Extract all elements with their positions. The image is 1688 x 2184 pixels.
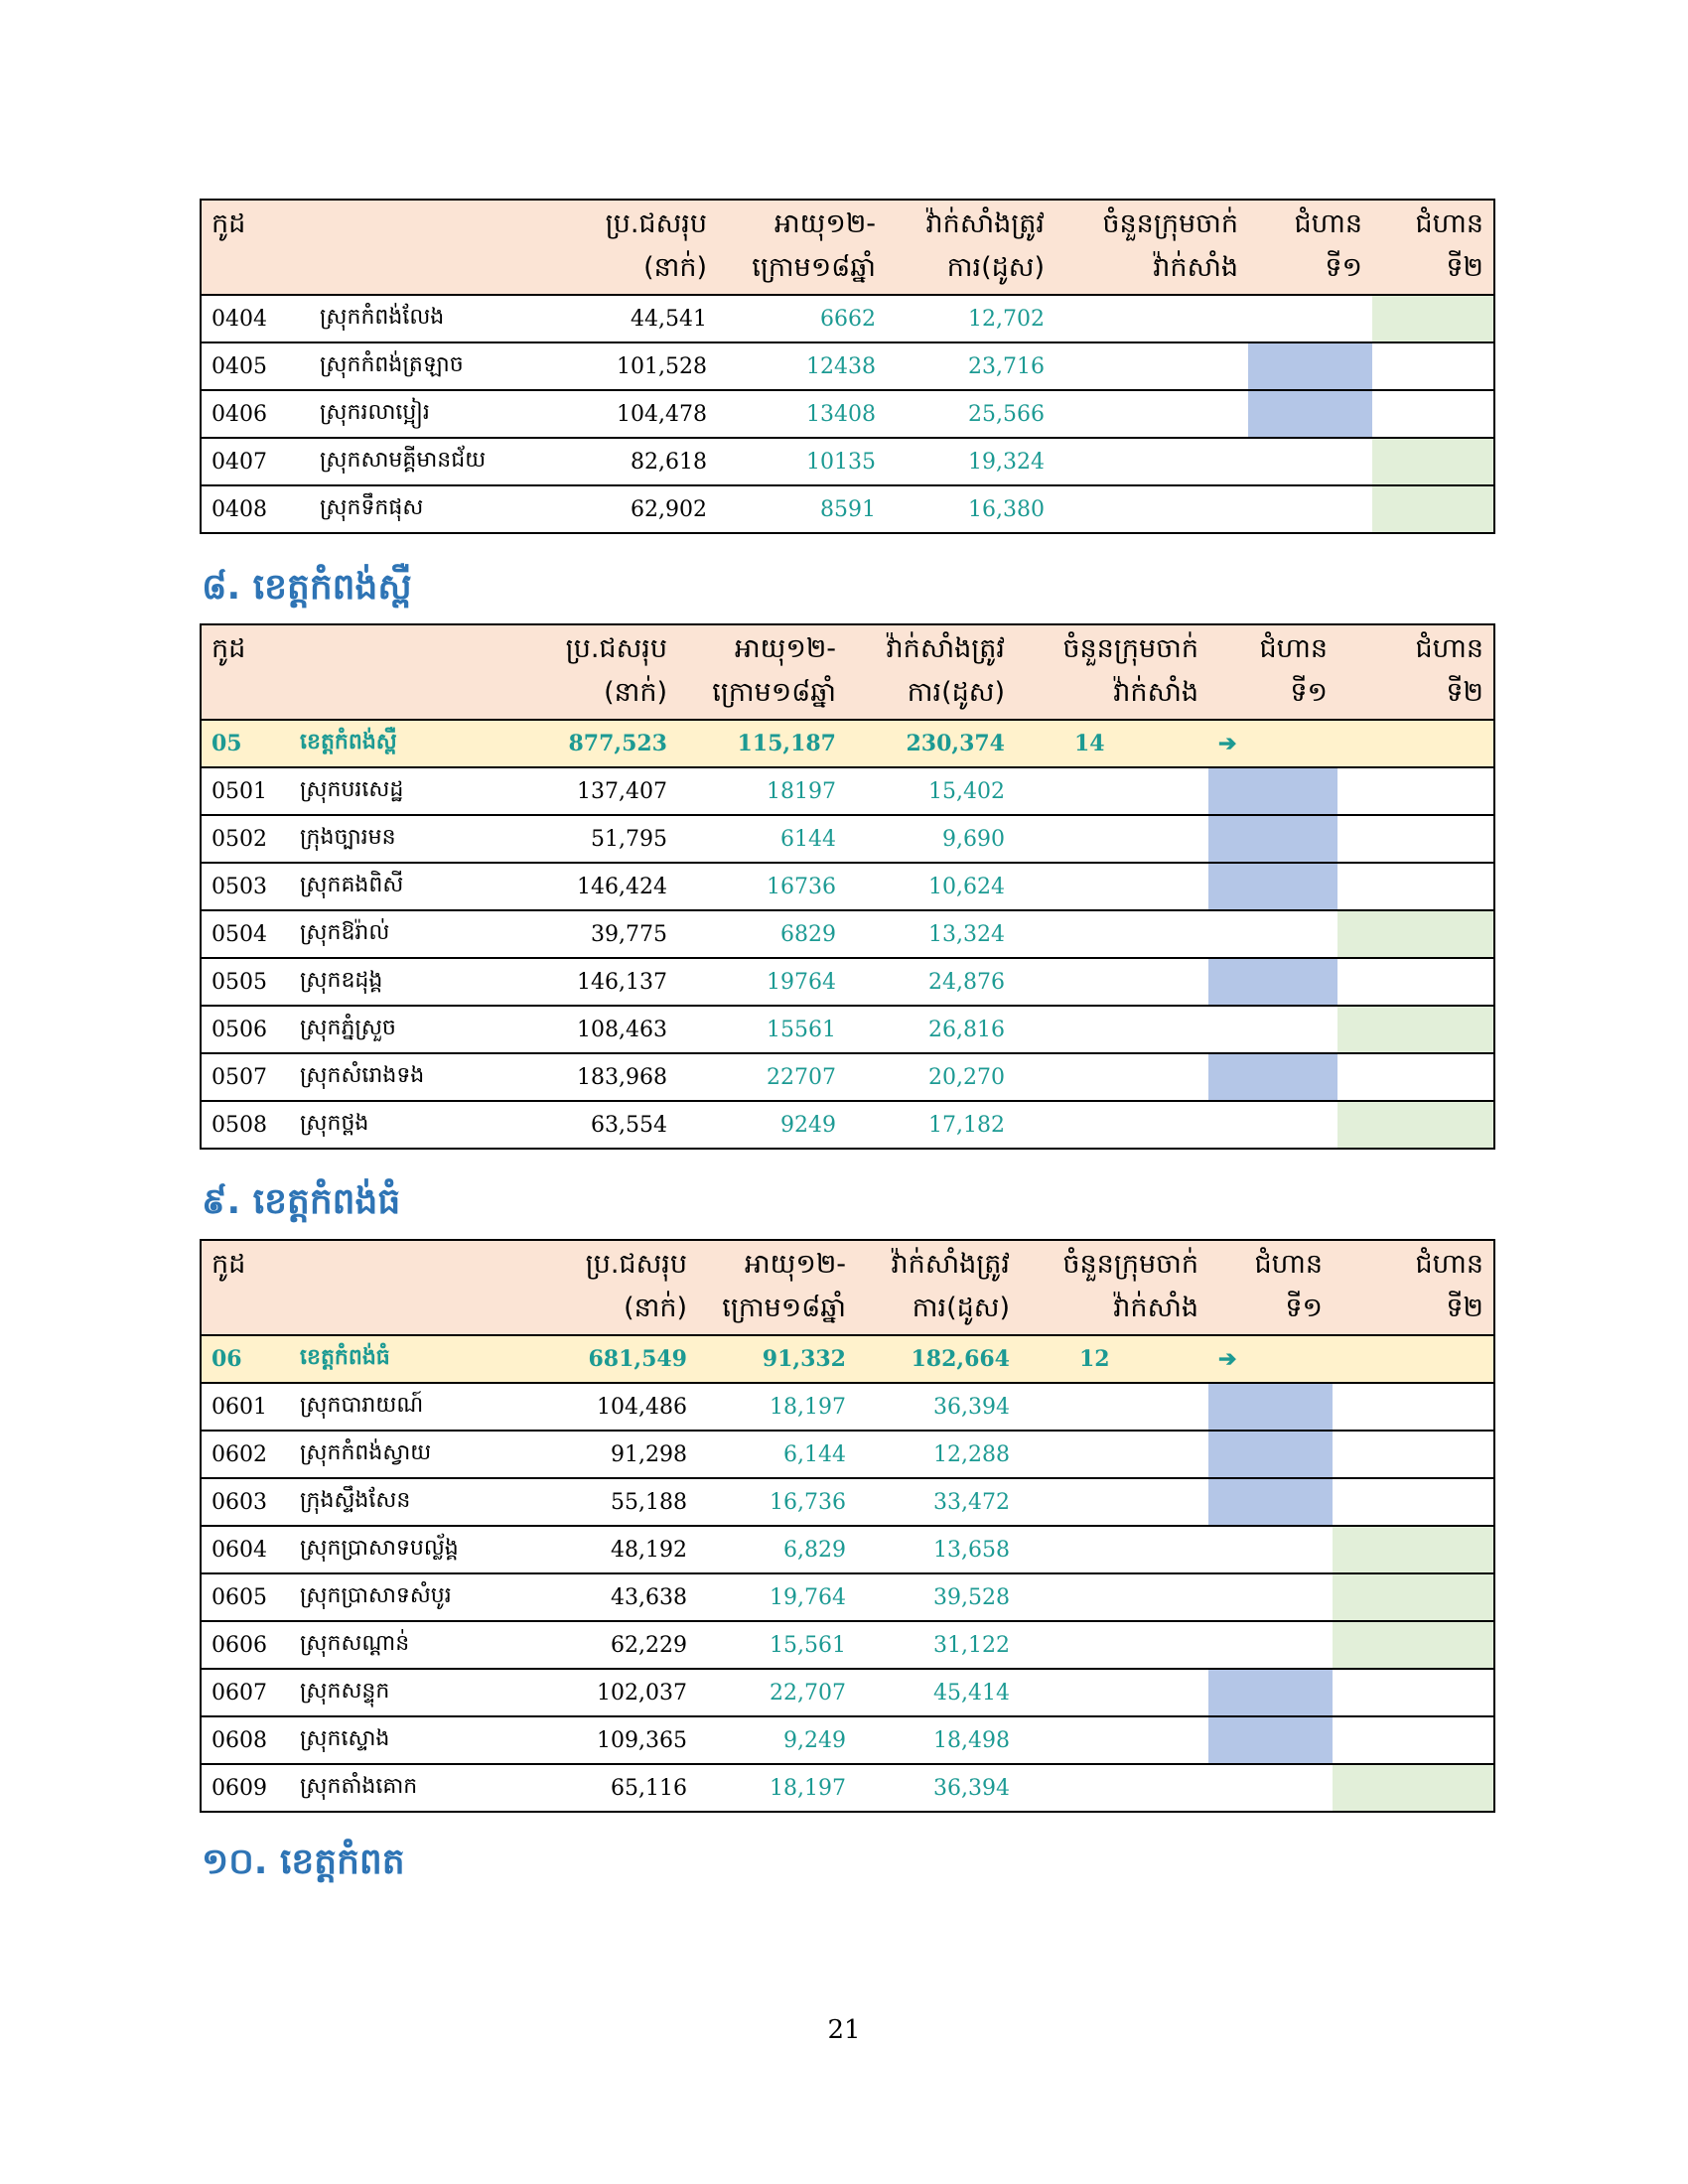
district-population: 39,775 xyxy=(523,910,677,958)
header-code: កូដ xyxy=(201,624,290,720)
phase-2-cell xyxy=(1333,1621,1494,1669)
table-row xyxy=(201,342,1494,390)
district-vaccine-doses: 24,876 xyxy=(846,958,1015,1006)
header-age-group: អាយុ១២- ក្រោម១៨ឆ្នាំ xyxy=(697,1240,856,1335)
phase-1-cell xyxy=(1208,1478,1333,1526)
header-vaccine-doses: វ៉ាក់សាំងត្រូវ ការ(ដូស) xyxy=(886,200,1055,295)
district-age-group: 19764 xyxy=(677,958,846,1006)
province-total-row xyxy=(201,1335,1494,1383)
district-name: ស្រុកឱរ៉ាល់ xyxy=(290,910,523,958)
district-teams xyxy=(1020,1764,1208,1812)
district-vaccine-doses: 31,122 xyxy=(856,1621,1020,1669)
phase-1-cell xyxy=(1208,1006,1337,1053)
phase-1-cell xyxy=(1208,1764,1333,1812)
phase-1-cell xyxy=(1208,1526,1333,1573)
header-population: ប្រ.ជសរុប (នាក់) xyxy=(538,1240,697,1335)
phase-2-cell xyxy=(1337,958,1494,1006)
district-code: 0605 xyxy=(201,1573,290,1621)
district-vaccine-doses: 20,270 xyxy=(846,1053,1015,1101)
district-name: ក្រុងស្ទឹងសែន xyxy=(290,1478,538,1526)
district-teams xyxy=(1015,910,1208,958)
phase-1-cell xyxy=(1208,767,1337,815)
district-code: 0603 xyxy=(201,1478,290,1526)
district-population: 102,037 xyxy=(538,1669,697,1716)
header-phase-1: ជំហាន ទី១ xyxy=(1248,200,1372,295)
province-name: ខេត្តកំពង់ស្ពឺ xyxy=(290,720,523,767)
district-teams xyxy=(1020,1383,1208,1431)
district-teams xyxy=(1020,1431,1208,1478)
district-age-group: 15,561 xyxy=(697,1621,856,1669)
phase-1-cell xyxy=(1208,1621,1333,1669)
district-teams xyxy=(1020,1716,1208,1764)
district-teams xyxy=(1020,1478,1208,1526)
header-code: កូដ xyxy=(201,200,310,295)
district-teams xyxy=(1055,438,1248,485)
district-code: 0503 xyxy=(201,863,290,910)
phase-1-cell xyxy=(1208,815,1337,863)
table-row xyxy=(201,1526,1494,1573)
district-vaccine-doses: 9,690 xyxy=(846,815,1015,863)
district-population: 62,902 xyxy=(578,485,717,533)
province-code: 06 xyxy=(201,1335,290,1383)
header-name xyxy=(310,200,578,295)
district-vaccine-doses: 19,324 xyxy=(886,438,1055,485)
district-code: 0602 xyxy=(201,1431,290,1478)
district-age-group: 22707 xyxy=(677,1053,846,1101)
district-teams xyxy=(1020,1621,1208,1669)
table-row xyxy=(201,1431,1494,1478)
district-population: 63,554 xyxy=(523,1101,677,1149)
province-age-group: 115,187 xyxy=(677,720,846,767)
phase-2-cell xyxy=(1372,342,1494,390)
district-code: 0502 xyxy=(201,815,290,863)
phase-2-cell xyxy=(1333,1526,1494,1573)
district-population: 48,192 xyxy=(538,1526,697,1573)
district-population: 104,478 xyxy=(578,390,717,438)
phase-2-cell xyxy=(1337,910,1494,958)
province-age-group: 91,332 xyxy=(697,1335,856,1383)
section-heading-kampong-speu: ៨. ខេត្តកំពង់ស្ពឺ xyxy=(202,567,412,608)
district-name: ស្រុកឧដុង្គ xyxy=(290,958,523,1006)
district-age-group: 19,764 xyxy=(697,1573,856,1621)
district-vaccine-doses: 26,816 xyxy=(846,1006,1015,1053)
province-teams: 14 xyxy=(1015,720,1208,767)
district-name: ស្រុកថ្ពង xyxy=(290,1101,523,1149)
district-code: 0405 xyxy=(201,342,310,390)
district-vaccine-doses: 13,658 xyxy=(856,1526,1020,1573)
district-code: 0604 xyxy=(201,1526,290,1573)
header-vaccine-doses: វ៉ាក់សាំងត្រូវ ការ(ដូស) xyxy=(856,1240,1020,1335)
phase-1-cell xyxy=(1248,295,1372,342)
district-population: 101,528 xyxy=(578,342,717,390)
district-population: 146,424 xyxy=(523,863,677,910)
phase-2-cell xyxy=(1372,295,1494,342)
table-row xyxy=(201,1478,1494,1526)
district-population: 91,298 xyxy=(538,1431,697,1478)
phase-2-cell xyxy=(1372,438,1494,485)
district-age-group: 22,707 xyxy=(697,1669,856,1716)
district-population: 104,486 xyxy=(538,1383,697,1431)
table-row xyxy=(201,910,1494,958)
table-row xyxy=(201,1101,1494,1149)
page-number: 21 xyxy=(827,2015,861,2045)
district-population: 62,229 xyxy=(538,1621,697,1669)
table-row xyxy=(201,1716,1494,1764)
district-vaccine-doses: 16,380 xyxy=(886,485,1055,533)
district-population: 109,365 xyxy=(538,1716,697,1764)
table-row xyxy=(201,1573,1494,1621)
district-age-group: 6144 xyxy=(677,815,846,863)
table-row xyxy=(201,1053,1494,1101)
phase-2-cell xyxy=(1337,863,1494,910)
district-vaccine-doses: 23,716 xyxy=(886,342,1055,390)
province-population: 877,523 xyxy=(523,720,677,767)
district-name: ស្រុករលាប្អៀរ xyxy=(310,390,578,438)
province-vaccine-doses: 182,664 xyxy=(856,1335,1020,1383)
district-age-group: 16736 xyxy=(677,863,846,910)
table-row xyxy=(201,438,1494,485)
district-code: 0504 xyxy=(201,910,290,958)
table-row xyxy=(201,815,1494,863)
header-teams: ចំនួនក្រុមចាក់ វ៉ាក់សាំង xyxy=(1055,200,1248,295)
district-code: 0407 xyxy=(201,438,310,485)
table-row xyxy=(201,1764,1494,1812)
district-name: ស្រុកភ្នំស្រួច xyxy=(290,1006,523,1053)
district-name: ស្រុកគងពិសី xyxy=(290,863,523,910)
table-header xyxy=(201,1240,1494,1335)
district-teams xyxy=(1015,1101,1208,1149)
district-age-group: 18197 xyxy=(677,767,846,815)
district-name: ក្រុងច្បារមន xyxy=(290,815,523,863)
district-age-group: 18,197 xyxy=(697,1764,856,1812)
district-age-group: 9,249 xyxy=(697,1716,856,1764)
district-teams xyxy=(1015,1053,1208,1101)
district-name: ស្រុកតាំងគោក xyxy=(290,1764,538,1812)
district-table-kampong-speu xyxy=(200,623,1495,1150)
district-population: 43,638 xyxy=(538,1573,697,1621)
district-name: ស្រុកកំពង់លែង xyxy=(310,295,578,342)
district-vaccine-doses: 25,566 xyxy=(886,390,1055,438)
district-teams xyxy=(1020,1526,1208,1573)
phase-2-cell xyxy=(1333,1573,1494,1621)
section-heading-kampot: ១០. ខេត្តកំពត xyxy=(202,1842,405,1882)
district-name: ស្រុកសន្ទុក xyxy=(290,1669,538,1716)
phase-2-cell xyxy=(1337,1053,1494,1101)
district-age-group: 13408 xyxy=(717,390,886,438)
phase-2-cell xyxy=(1337,767,1494,815)
district-teams xyxy=(1015,767,1208,815)
phase-2-cell xyxy=(1333,1431,1494,1478)
province-total-row xyxy=(201,720,1494,767)
phase-2-cell xyxy=(1333,1383,1494,1431)
phase-1-cell xyxy=(1208,1573,1333,1621)
district-teams xyxy=(1015,958,1208,1006)
header-population: ប្រ.ជសរុប (នាក់) xyxy=(523,624,677,720)
table-row xyxy=(201,1006,1494,1053)
district-vaccine-doses: 36,394 xyxy=(856,1764,1020,1812)
district-code: 0505 xyxy=(201,958,290,1006)
district-name: ស្រុកសំរោងទង xyxy=(290,1053,523,1101)
phase-1-cell xyxy=(1208,958,1337,1006)
district-teams xyxy=(1055,485,1248,533)
district-age-group: 16,736 xyxy=(697,1478,856,1526)
district-population: 44,541 xyxy=(578,295,717,342)
district-teams xyxy=(1015,815,1208,863)
table-row xyxy=(201,295,1494,342)
district-teams xyxy=(1015,1006,1208,1053)
phase-2-cell xyxy=(1337,815,1494,863)
district-code: 0408 xyxy=(201,485,310,533)
phase-1-cell xyxy=(1208,1716,1333,1764)
phase-1-cell xyxy=(1248,438,1372,485)
district-vaccine-doses: 17,182 xyxy=(846,1101,1015,1149)
header-phase-1: ជំហាន ទី១ xyxy=(1208,1240,1333,1335)
table-row xyxy=(201,1383,1494,1431)
phase-2-cell xyxy=(1333,1764,1494,1812)
district-name: ស្រុកបរសេដ្ឋ xyxy=(290,767,523,815)
header-name xyxy=(290,1240,538,1335)
phase-1-cell xyxy=(1208,1053,1337,1101)
header-phase-2: ជំហាន ទី២ xyxy=(1337,624,1494,720)
header-age-group: អាយុ១២- ក្រោម១៨ឆ្នាំ xyxy=(677,624,846,720)
phase-1-cell xyxy=(1248,485,1372,533)
header-teams: ចំនួនក្រុមចាក់ វ៉ាក់សាំង xyxy=(1020,1240,1208,1335)
phase-1-cell xyxy=(1208,1431,1333,1478)
district-code: 0608 xyxy=(201,1716,290,1764)
header-phase-2: ជំហាន ទី២ xyxy=(1372,200,1494,295)
district-code: 0607 xyxy=(201,1669,290,1716)
table-row xyxy=(201,390,1494,438)
district-age-group: 15561 xyxy=(677,1006,846,1053)
district-code: 0609 xyxy=(201,1764,290,1812)
phase-2-cell xyxy=(1333,1669,1494,1716)
district-name: ស្រុកកំពង់ស្វាយ xyxy=(290,1431,538,1478)
table-row xyxy=(201,863,1494,910)
header-name xyxy=(290,624,523,720)
province-name: ខេត្តកំពង់ធំ xyxy=(290,1335,538,1383)
district-vaccine-doses: 12,288 xyxy=(856,1431,1020,1478)
district-name: ស្រុកប្រាសាទសំបូរ xyxy=(290,1573,538,1621)
district-population: 65,116 xyxy=(538,1764,697,1812)
district-vaccine-doses: 10,624 xyxy=(846,863,1015,910)
district-vaccine-doses: 18,498 xyxy=(856,1716,1020,1764)
phase-1-cell xyxy=(1248,390,1372,438)
header-population: ប្រ.ជសរុប (នាក់) xyxy=(578,200,717,295)
district-vaccine-doses: 13,324 xyxy=(846,910,1015,958)
phase-1-cell xyxy=(1208,910,1337,958)
province-population: 681,549 xyxy=(538,1335,697,1383)
district-code: 0606 xyxy=(201,1621,290,1669)
district-code: 0404 xyxy=(201,295,310,342)
table-row xyxy=(201,485,1494,533)
table-header xyxy=(201,200,1494,295)
district-population: 183,968 xyxy=(523,1053,677,1101)
table-row xyxy=(201,1669,1494,1716)
district-name: ស្រុកសាមគ្គីមានជ័យ xyxy=(310,438,578,485)
district-age-group: 18,197 xyxy=(697,1383,856,1431)
district-population: 51,795 xyxy=(523,815,677,863)
district-teams xyxy=(1020,1669,1208,1716)
district-name: ស្រុកកំពង់ត្រឡាច xyxy=(310,342,578,390)
header-age-group: អាយុ១២- ក្រោម១៨ឆ្នាំ xyxy=(717,200,886,295)
header-phase-2: ជំហាន ទី២ xyxy=(1333,1240,1494,1335)
district-code: 0508 xyxy=(201,1101,290,1149)
district-name: ស្រុកសណ្ដាន់ xyxy=(290,1621,538,1669)
province-phase-2 xyxy=(1337,720,1494,767)
header-code: កូដ xyxy=(201,1240,290,1335)
arrow-right-icon: ➔ xyxy=(1208,720,1337,767)
section-heading-kampong-thom: ៩. ខេត្តកំពង់ធំ xyxy=(202,1181,401,1222)
table-row xyxy=(201,958,1494,1006)
district-name: ស្រុកបារាយណ៍ xyxy=(290,1383,538,1431)
district-age-group: 6,829 xyxy=(697,1526,856,1573)
header-phase-1: ជំហាន ទី១ xyxy=(1208,624,1337,720)
district-age-group: 10135 xyxy=(717,438,886,485)
district-table-4 xyxy=(200,199,1495,534)
province-teams: 12 xyxy=(1020,1335,1208,1383)
district-population: 55,188 xyxy=(538,1478,697,1526)
header-teams: ចំនួនក្រុមចាក់ វ៉ាក់សាំង xyxy=(1015,624,1208,720)
district-teams xyxy=(1055,295,1248,342)
district-population: 146,137 xyxy=(523,958,677,1006)
table-row xyxy=(201,1621,1494,1669)
table-header xyxy=(201,624,1494,720)
district-age-group: 6662 xyxy=(717,295,886,342)
district-code: 0501 xyxy=(201,767,290,815)
district-name: ស្រុកស្ទោង xyxy=(290,1716,538,1764)
province-code: 05 xyxy=(201,720,290,767)
district-code: 0406 xyxy=(201,390,310,438)
district-vaccine-doses: 36,394 xyxy=(856,1383,1020,1431)
phase-2-cell xyxy=(1337,1101,1494,1149)
phase-1-cell xyxy=(1248,342,1372,390)
district-vaccine-doses: 39,528 xyxy=(856,1573,1020,1621)
district-teams xyxy=(1020,1573,1208,1621)
district-population: 108,463 xyxy=(523,1006,677,1053)
phase-2-cell xyxy=(1333,1478,1494,1526)
district-vaccine-doses: 15,402 xyxy=(846,767,1015,815)
phase-1-cell xyxy=(1208,1101,1337,1149)
arrow-right-icon: ➔ xyxy=(1208,1335,1333,1383)
district-code: 0507 xyxy=(201,1053,290,1101)
district-age-group: 6,144 xyxy=(697,1431,856,1478)
phase-1-cell xyxy=(1208,1669,1333,1716)
district-age-group: 9249 xyxy=(677,1101,846,1149)
district-teams xyxy=(1015,863,1208,910)
district-name: ស្រុកប្រាសាទបល្ល័ង្គ xyxy=(290,1526,538,1573)
phase-1-cell xyxy=(1208,1383,1333,1431)
district-age-group: 6829 xyxy=(677,910,846,958)
province-vaccine-doses: 230,374 xyxy=(846,720,1015,767)
district-vaccine-doses: 33,472 xyxy=(856,1478,1020,1526)
district-code: 0506 xyxy=(201,1006,290,1053)
table-row xyxy=(201,767,1494,815)
district-age-group: 12438 xyxy=(717,342,886,390)
district-code: 0601 xyxy=(201,1383,290,1431)
phase-2-cell xyxy=(1372,485,1494,533)
phase-1-cell xyxy=(1208,863,1337,910)
district-age-group: 8591 xyxy=(717,485,886,533)
header-vaccine-doses: វ៉ាក់សាំងត្រូវ ការ(ដូស) xyxy=(846,624,1015,720)
district-population: 82,618 xyxy=(578,438,717,485)
phase-2-cell xyxy=(1337,1006,1494,1053)
phase-2-cell xyxy=(1372,390,1494,438)
province-phase-2 xyxy=(1333,1335,1494,1383)
district-name: ស្រុកទឹកផុស xyxy=(310,485,578,533)
district-teams xyxy=(1055,342,1248,390)
district-teams xyxy=(1055,390,1248,438)
district-table-kampong-thom xyxy=(200,1239,1495,1813)
phase-2-cell xyxy=(1333,1716,1494,1764)
district-vaccine-doses: 45,414 xyxy=(856,1669,1020,1716)
district-vaccine-doses: 12,702 xyxy=(886,295,1055,342)
district-population: 137,407 xyxy=(523,767,677,815)
